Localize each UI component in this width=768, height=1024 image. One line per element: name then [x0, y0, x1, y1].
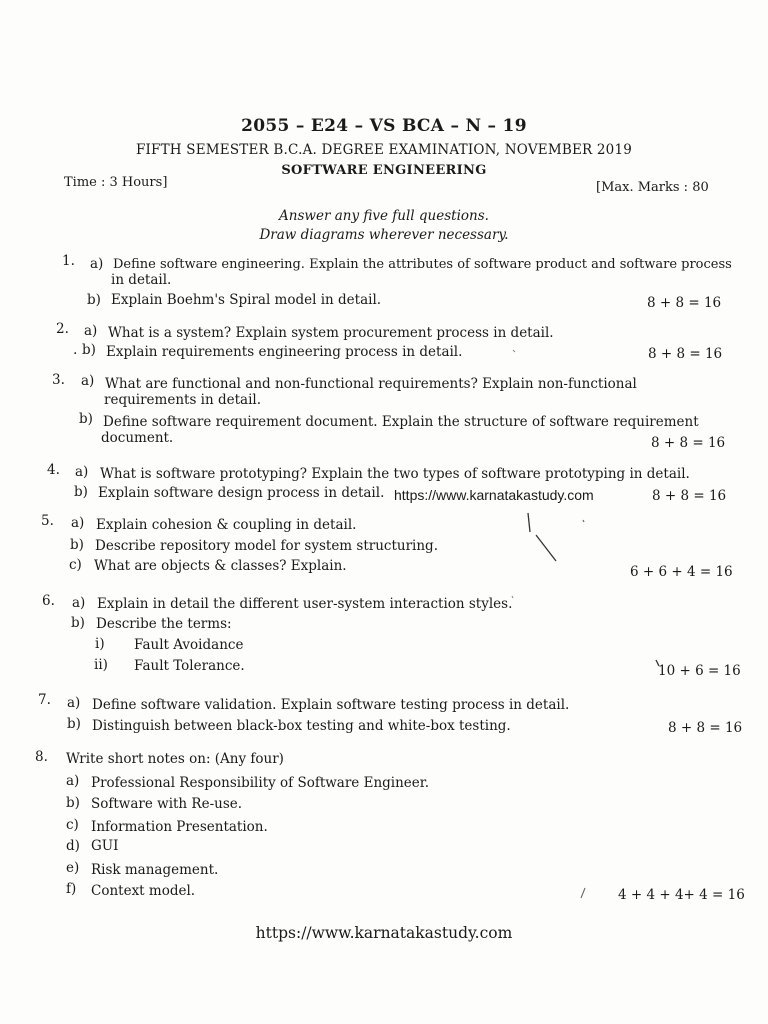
exam-title: FIFTH SEMESTER B.C.A. DEGREE EXAMINATION, NOVEMBER 2019	[135, 142, 633, 158]
part-label: e)	[66, 860, 80, 876]
question-text: Explain Boehm's Spiral model in detail.	[111, 292, 382, 308]
question-number: 6.	[42, 593, 55, 609]
question-text: Define software validation. Explain software testing process in detail.	[92, 697, 570, 713]
subpart-label: i)	[95, 636, 105, 652]
question-text: What are functional and non-functional requirements? Explain non-functional	[105, 376, 637, 392]
part-label: a)	[90, 256, 104, 272]
question-text: Explain software design process in detail.	[98, 485, 385, 501]
question-text: Software with Re-use.	[91, 796, 243, 812]
part-label: f)	[66, 881, 77, 897]
part-label: a)	[75, 464, 89, 480]
part-label: b)	[79, 411, 93, 427]
question-number: 1.	[62, 253, 75, 269]
part-label: c)	[69, 557, 82, 573]
part-label: a)	[84, 323, 98, 339]
question-text: Describe the terms:	[96, 616, 232, 632]
question-number: 7.	[38, 692, 51, 708]
question-text: Explain in detail the different user-system interaction styles.	[97, 596, 513, 612]
question-text: What is a system? Explain system procurement process in detail.	[108, 325, 554, 341]
question-text: Explain requirements engineering process in detail.	[106, 344, 463, 360]
marks-distribution: 10 + 6 = 16	[658, 663, 741, 679]
instruction-line-2: Draw diagrams wherever necessary.	[259, 227, 509, 243]
time-allowed: Time : 3 Hours]	[64, 175, 168, 190]
question-text: What is software prototyping? Explain the two types of software prototyping in detail.	[100, 466, 690, 482]
question-text: in detail.	[111, 272, 172, 288]
question-number: 4.	[47, 462, 60, 478]
question-text: GUI	[91, 838, 119, 854]
part-label: b)	[74, 484, 88, 500]
subpart-text: Fault Tolerance.	[134, 658, 245, 674]
part-label: a)	[72, 595, 86, 611]
stray-mark: .	[73, 342, 78, 358]
part-label: a)	[71, 515, 85, 531]
question-text: Professional Responsibility of Software Engineer.	[91, 775, 430, 791]
part-label: b)	[70, 537, 84, 553]
footer-url: https://www.karnatakastudy.com	[255, 924, 513, 942]
question-text: What are objects & classes? Explain.	[94, 558, 347, 574]
marks-distribution: 4 + 4 + 4+ 4 = 16	[618, 887, 745, 903]
question-text: Define software requirement document. Explain the structure of software requirement	[103, 414, 699, 430]
part-label: b)	[67, 716, 81, 732]
subpart-text: Fault Avoidance	[134, 637, 244, 653]
question-text: Define software engineering. Explain the attributes of software product and software process	[113, 257, 732, 272]
watermark-url: https://www.karnatakastudy.com	[394, 487, 594, 503]
question-text: Explain cohesion & coupling in detail.	[96, 517, 357, 533]
marks-distribution: 8 + 8 = 16	[652, 488, 727, 504]
max-marks: [Max. Marks : 80	[596, 180, 709, 195]
marks-distribution: 8 + 8 = 16	[647, 295, 722, 311]
part-label: a)	[66, 773, 80, 789]
part-label: a)	[67, 695, 81, 711]
part-label: b)	[82, 342, 96, 358]
part-label: c)	[66, 817, 79, 833]
question-text: Information Presentation.	[91, 819, 268, 835]
question-text: Describe repository model for system structuring.	[95, 538, 438, 554]
marks-distribution: 6 + 6 + 4 = 16	[630, 564, 733, 580]
paper-code: 2055 – E24 – VS BCA – N – 19	[241, 116, 527, 136]
marks-distribution: 8 + 8 = 16	[668, 720, 743, 736]
subpart-label: ii)	[94, 657, 108, 673]
question-text: document.	[101, 430, 174, 446]
question-text: Context model.	[91, 883, 196, 899]
question-intro: Write short notes on: (Any four)	[66, 751, 284, 767]
question-text: Distinguish between black-box testing and white-box testing.	[92, 718, 511, 734]
question-number: 8.	[35, 749, 48, 765]
part-label: b)	[66, 795, 80, 811]
marks-distribution: 8 + 8 = 16	[651, 435, 726, 451]
question-text: Risk management.	[91, 862, 219, 878]
marks-distribution: 8 + 8 = 16	[648, 346, 723, 362]
part-label: b)	[87, 292, 101, 308]
part-label: b)	[71, 615, 85, 631]
instruction-line-1: Answer any five full questions.	[279, 208, 489, 224]
question-text: requirements in detail.	[104, 392, 262, 408]
part-label: a)	[81, 373, 95, 389]
part-label: d)	[66, 838, 80, 854]
question-number: 2.	[56, 321, 69, 337]
question-number: 5.	[41, 513, 54, 529]
subject-title: SOFTWARE ENGINEERING	[281, 163, 487, 178]
question-number: 3.	[52, 372, 65, 388]
